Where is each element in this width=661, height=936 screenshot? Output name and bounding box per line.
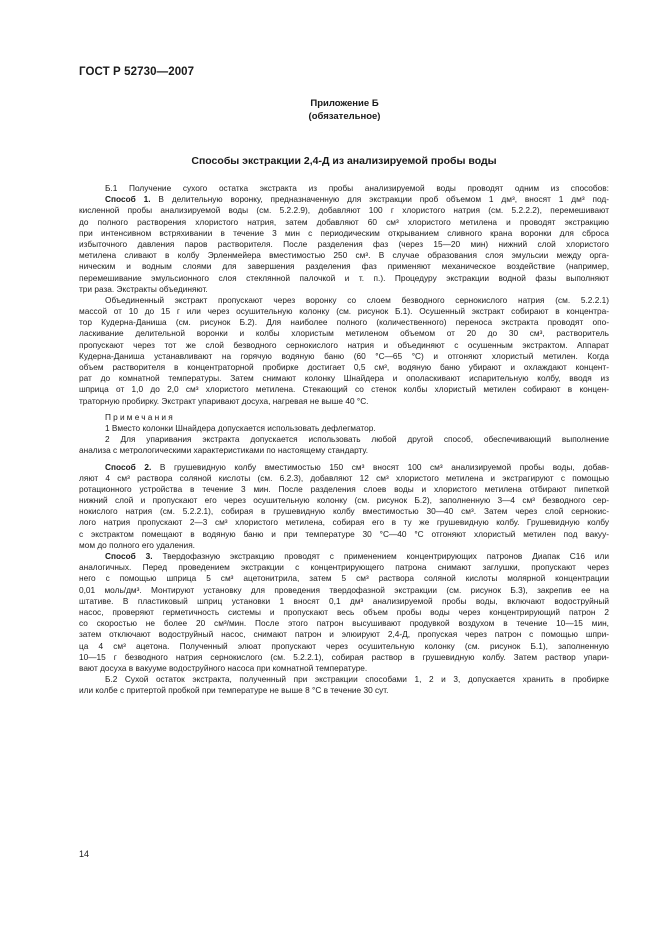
text-line: [79, 340, 609, 351]
text-content: ническим и водным слоями для завершения разделения фаз применяют механическое воздействие (например,: [79, 261, 609, 272]
text-line: [79, 495, 609, 506]
text-content: 2 Для упаривания экстракта допускается использовать любой другой способ, обеспечивающий выполнение: [105, 434, 609, 445]
text-line: [79, 573, 609, 584]
text-line: [79, 641, 609, 652]
text-line: [79, 384, 609, 395]
text-line: [79, 551, 609, 562]
text-line: [79, 517, 609, 528]
text-content: тор Кудерна-Даниша (см. рисунок Б.2). Для наиболее полного (количественного) переноса экстракта проводят опо-: [79, 317, 609, 328]
text-line: [79, 194, 609, 205]
text-content: 10—15 г безводного натрия сернокислого (см. 5.2.2.1), собирая раствор в грушевидную колбу. Затем раствор упари-: [79, 651, 609, 662]
text-line: [79, 596, 609, 607]
text-content: или колбе с притертой пробкой при температуре не выше 8 °С в течение 30 сут.: [79, 685, 389, 696]
text-line: [79, 674, 609, 685]
text-content: Примечания: [105, 411, 175, 422]
text-content: нокислого натрия (см. 5.2.2.1), собирая в грушевидную колбу вместимостью 30—40 см³. Затем через слой сернокис-: [79, 506, 609, 517]
text-content: со скоростью не более 20 см³/мин. После этого патрон высушивают продувкой воздухом в течение 10—15 мин,: [79, 618, 609, 629]
text-content: В делительную воронку, предназначенную для экстракции проб объемом 1 дм³, вносят 1 дм³ под-: [150, 194, 609, 205]
text-line: [79, 217, 609, 228]
page-number: 14: [79, 849, 90, 859]
text-line: [79, 351, 609, 362]
text-content: лого натрия пропускают 2—3 см³ хлористого метилена, собирая его в ту же грушевидную колбу. Грушевидную колбу: [79, 517, 609, 528]
text-content: 1 Вместо колонки Шнайдера допускается использовать дефлегматор.: [105, 422, 376, 433]
text-content: затем отключают водоструйный насос, снимают патрон и элюируют 2,4-Д, пропуская через патрон с помощью шпри-: [79, 629, 609, 640]
text-line: [79, 445, 609, 456]
text-content: метилена сливают в колбу Эрленмейера вместимостью 250 см³. В случае образования слоя эмульсии между орга-: [79, 250, 609, 261]
text-line: [79, 423, 609, 434]
text-content: Б.1 Получение сухого остатка экстракта из пробы анализируемой воды проводят одним из способов:: [105, 183, 609, 193]
text-content: Объединенный экстракт пропускают через воронку со слоем безводного сернокислого натрия (см. 5.2.2.1): [105, 294, 609, 305]
text-content: массой от 10 до 15 г или через осушительную колонку (см. рисунок Б.1). Осушенный экстракт собирают в концентра-: [79, 306, 609, 317]
document-header: ГОСТ Р 52730—2007: [79, 66, 195, 78]
text-line: [79, 328, 609, 339]
text-content: ца 4 см³ ацетона. Полученный элюат пропускают через осушительную колонку (см. рисунок Б.1), заполненную: [79, 640, 609, 651]
text-content: штативе. В пластиковый шприц установки 1 вносят 0,1 дм³ анализируемой пробы воды, включают водоструйный: [79, 595, 609, 606]
text-line: [79, 306, 609, 317]
document-body: [79, 183, 609, 696]
text-line: [79, 652, 609, 663]
text-content: с экстрактом помещают в водяную баню и при температуре 30 °С—40 °С отгоняют хлористый метилен под вакуу-: [79, 528, 609, 539]
text-line: [79, 629, 609, 640]
text-content: ласкивание делительной воронки и колбы хлористым метиленом объемом от 20 до 30 см³, растворитель: [79, 328, 609, 339]
text-content: до полного растворения хлористого натрия, затем добавляют 60 см³ хлористого метилена и проводят экстракцию: [79, 216, 609, 227]
text-content: анализа с метрологическими характеристиками по настоящему стандарту.: [79, 445, 369, 456]
text-line: [79, 529, 609, 540]
text-content: кисленной пробы анализируемой воды (см. 5.2.2.9), добавляют 100 г хлористого натрия (см. 5.2.2.2), перемешивают: [79, 205, 609, 216]
text-line: [79, 273, 609, 284]
text-content: пропускают через тот же слой безводного сернокислого натрия и объединяют с осушенным экстрактом. Аппарат: [79, 339, 609, 350]
text-line: [79, 183, 609, 194]
text-content: шприца от 1,0 до 2,0 см³ хлористого метилена. Стекающий со стенок колбы хлористый метилен собирают в концен-: [79, 384, 609, 395]
text-line: [79, 462, 609, 473]
text-content: траторную пробирку. Экстракт упаривают досуха, нагревая не выше 40 °С.: [79, 395, 369, 406]
text-content: В грушевидную колбу вместимостью 150 см³ вносят 100 см³ анализируемой пробы воды, добав-: [151, 461, 609, 472]
text-line: [79, 473, 609, 484]
text-line: [79, 685, 609, 696]
text-content: 0,01 моль/дм³. Монтируют установку для проведения твердофазной экстракции (см. рисунок Б.3), закрепив ее на: [79, 584, 609, 595]
text-line: [79, 663, 609, 674]
method-label: Способ 1.: [105, 194, 151, 205]
text-content: Б.2 Сухой остаток экстракта, полученный при экстракции способами 1, 2 и 3, допускается хранить в пробирке: [105, 674, 609, 685]
appendix-status: (обязательное): [308, 111, 381, 122]
text-line: [79, 205, 609, 216]
text-content: мом до полного его удаления.: [79, 539, 195, 550]
text-line: [79, 506, 609, 517]
text-content: перемешивание эмульсионного слоя стеклянной палочкой и т. п.). Процедуру экстракции водной фазы выполняют: [79, 272, 609, 283]
text-line: [79, 228, 609, 239]
notes-heading: [79, 412, 609, 423]
text-content: рат до комнатной температуры. Затем снимают колонку Шнайдера и ополаскивают испарительную колбу, вводя из: [79, 373, 609, 384]
text-content: аналогичных. Перед проведением экстракции с концентрирующего патрона снимают заглушки, пропускают через: [79, 562, 609, 573]
text-content: нижний слой и пропускают его через осушительную колонку (см. рисунок Б.2), заполненную 3—4 см³ безводного сер-: [79, 495, 609, 506]
text-line: [79, 540, 609, 551]
text-content: вают досуха в вакууме водоструйного насоса при комнатной температуре.: [79, 662, 368, 673]
method-label: Способ 2.: [105, 461, 152, 472]
text-content: Твердофазную экстракцию проводят с применением концентрирующих патронов Диапак С16 или: [152, 551, 609, 561]
text-content: него с помощью шприца 5 см³ ацетонитрила, затем 5 см³ раствора соляной кислоты молярной концентрации: [79, 573, 609, 584]
text-content: ротационного устройства в течение 3 мин. После разделения слоев воды и хлористого метилена отбирают пипеткой: [79, 483, 609, 494]
text-line: [79, 562, 609, 573]
text-line: [79, 396, 609, 407]
text-line: [79, 585, 609, 596]
text-line: [79, 434, 609, 445]
text-line: [79, 250, 609, 261]
text-content: насос, проверяют герметичность системы и пропускают весь объем пробы воды через концентрирующий патрон 2: [79, 606, 609, 617]
text-content: Кудерна-Даниша устанавливают на горячую водяную баню (60 °С—65 °С) и отгоняют хлористый метилен. Когда: [79, 350, 609, 361]
text-content: при интенсивном встряхивании в течение 3 мин с периодическим открыванием сливного крана воронки для сброса: [79, 227, 609, 238]
text-line: [79, 373, 609, 384]
text-line: [79, 618, 609, 629]
text-line: [79, 239, 609, 250]
text-content: объем растворителя в концентраторной пробирке достигает 0,5 см³, водяную баню убирают и охлаждают концент-: [79, 362, 609, 372]
text-line: [79, 284, 609, 295]
text-content: избыточного давления паров растворителя. После разделения фаз (через 15—20 мин) нижний слой хлористого: [79, 238, 609, 249]
text-line: [79, 261, 609, 272]
appendix-label: Приложение Б: [310, 98, 379, 109]
text-line: [79, 607, 609, 618]
text-content: ляют 4 см³ раствора соляной кислоты (см. 6.2.3), добавляют 12 см³ хлористого метилена и экстрагируют с помощью: [79, 472, 609, 483]
text-line: [79, 317, 609, 328]
appendix-heading: [0, 97, 661, 123]
text-line: [79, 484, 609, 495]
text-content: три раза. Экстракты объединяют.: [79, 283, 208, 294]
text-line: [79, 295, 609, 306]
method-label: Способ 3.: [105, 551, 153, 561]
section-title: Способы экстракции 2,4-Д из анализируемой пробы воды: [191, 155, 497, 167]
text-line: [79, 362, 609, 373]
